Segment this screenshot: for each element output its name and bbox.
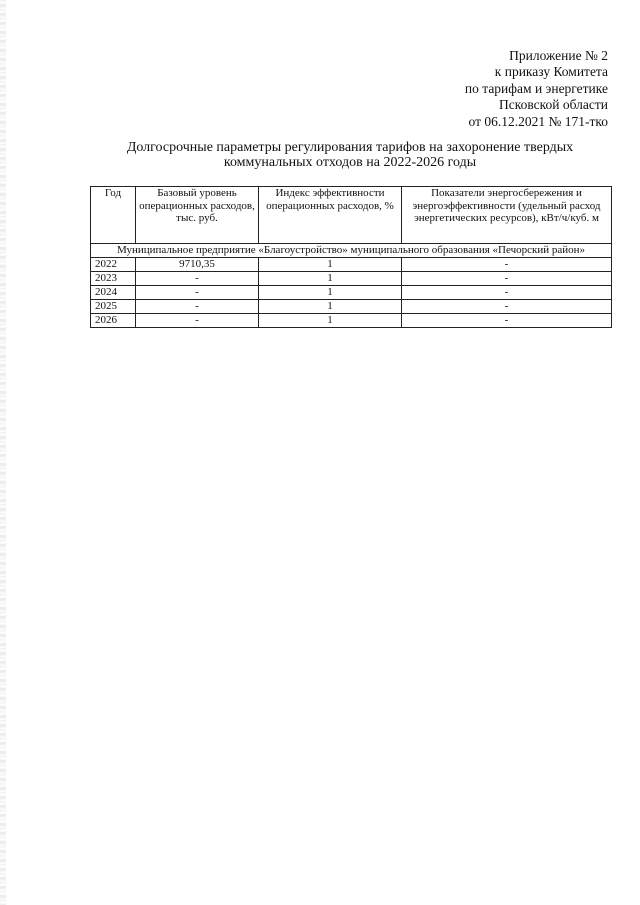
cell-year: 2022	[91, 257, 136, 271]
annex-header	[465, 48, 608, 130]
cell-year: 2024	[91, 285, 136, 299]
cell-base: -	[136, 299, 259, 313]
organization-row	[91, 244, 612, 258]
cell-year: 2026	[91, 313, 136, 327]
cell-energy: -	[402, 299, 612, 313]
cell-base: -	[136, 285, 259, 299]
cell-energy: -	[402, 313, 612, 327]
cell-index: 1	[259, 257, 402, 271]
parameters-table	[90, 186, 612, 328]
annex-order-ref: к приказу Комитета	[494, 64, 608, 80]
title-line-2: коммунальных отходов на 2022-2026 годы	[223, 155, 477, 170]
cell-base: -	[136, 271, 259, 285]
annex-committee: по тарифам и энергетике	[464, 80, 608, 96]
annex-date-number: от 06.12.2021 № 171-тко	[468, 113, 608, 129]
cell-year: 2025	[91, 299, 136, 313]
table-row	[91, 299, 612, 313]
table-row	[91, 285, 612, 299]
cell-index: 1	[259, 285, 402, 299]
header-base-level: Базовый уровень операционных расходов, тыс. руб.	[136, 187, 259, 244]
cell-energy: -	[402, 285, 612, 299]
header-efficiency-index: Индекс эффективности операционных расходов, %	[259, 187, 402, 244]
annex-region: Псковской области	[498, 97, 608, 113]
table-header-row	[91, 187, 612, 244]
scan-edge	[0, 0, 6, 905]
cell-energy: -	[402, 271, 612, 285]
organization-name: Муниципальное предприятие «Благоустройство» муниципального образования «Печорский район»	[91, 244, 612, 258]
cell-index: 1	[259, 271, 402, 285]
cell-index: 1	[259, 299, 402, 313]
cell-index: 1	[259, 313, 402, 327]
cell-base: -	[136, 313, 259, 327]
title-line-1: Долгосрочные параметры регулирования тарифов на захоронение твердых	[126, 140, 574, 155]
table-row	[91, 257, 612, 271]
header-energy-indicators: Показатели энергосбережения и энергоэффективности (удельный расход энергетических ресурсов), кВт/ч/куб. м	[402, 187, 612, 244]
table-row	[91, 313, 612, 327]
header-year: Год	[91, 187, 136, 244]
cell-energy: -	[402, 257, 612, 271]
table-row	[91, 271, 612, 285]
cell-base: 9710,35	[136, 257, 259, 271]
annex-number: Приложение № 2	[509, 48, 608, 63]
document-title	[100, 140, 600, 170]
cell-year: 2023	[91, 271, 136, 285]
